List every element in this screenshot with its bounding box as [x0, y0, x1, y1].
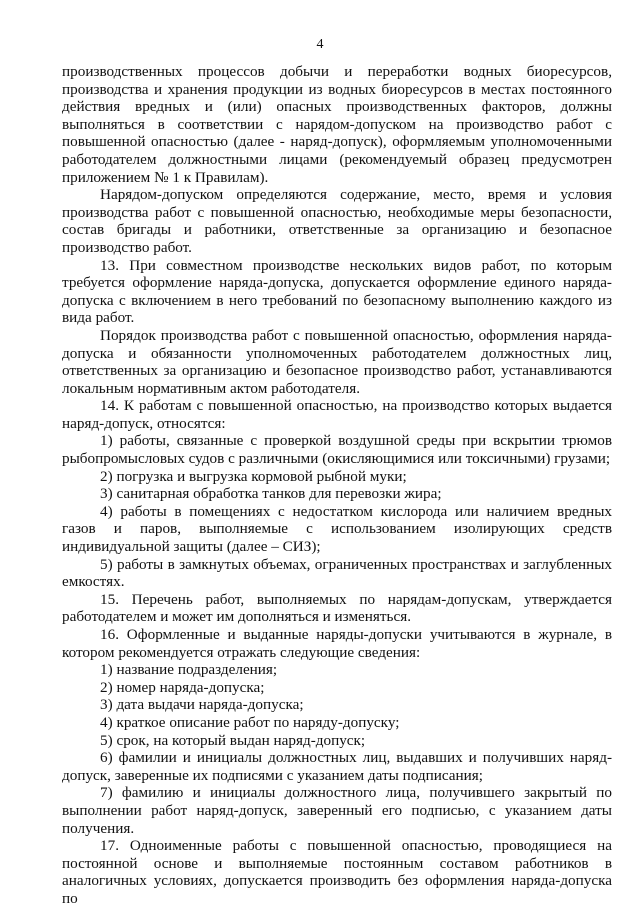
list-item-16-1: 1) название подразделения; [100, 661, 278, 679]
paragraph-item-13: 13. При совместном производстве нескольких видов работ, по которым требуется оформление наряда-допуска, допускается оформление единого наряда-допуска с включением в него требований по безопасному выполнению каждого из вида работ. [62, 256, 612, 327]
list-item-14-5: 5) работы в замкнутых объемах, ограниченных пространствах и заглубленных емкостях. [62, 555, 612, 591]
list-item-16-3: 3) дата выдачи наряда-допуска; [100, 696, 304, 714]
list-item-16-2: 2) номер наряда-допуска; [100, 678, 265, 696]
paragraph-work-order-procedure: Порядок производства работ с повышенной опасностью, оформления наряда-допуска и обязанности уполномоченных работодателем должностных лиц, ответственных за организацию и безопасное производство работ, устанавливаются локальным нормативным актом работодателя. [62, 326, 612, 397]
paragraph-continuation: производственных процессов добычи и переработки водных биоресурсов, производства и хранения продукции из водных биоресурсов в местах постоянного действия вредных и (или) опасных производственных факторов, должны выполняться в соответствии с нарядом-допуском на производство работ с повышенной опасностью (далее - наряд-допуск), оформляемым уполномоченными работодателем должностными лицами (рекомендуемый образец предусмотрен приложением № 1 к Правилам). [62, 63, 612, 186]
list-item-14-2: 2) погрузка и выгрузка кормовой рыбной муки; [100, 467, 407, 485]
paragraph-item-17: 17. Одноименные работы с повышенной опасностью, проводящиеся на постоянной основе и выполняемые постоянным составом работников в аналогичных условиях, допускается производить без оформления наряда-допуска по [62, 837, 612, 907]
list-item-14-1: 1) работы, связанные с проверкой воздушной среды при вскрытии трюмов рыбопромысловых судов с различными (окисляющимися или токсичными) грузами; [62, 432, 612, 468]
list-item-16-6: 6) фамилии и инициалы должностных лиц, выдавших и получивших наряд-допуск, заверенные их подписями с указанием даты подписания; [62, 749, 612, 784]
page-number: 4 [316, 37, 324, 52]
document-body [62, 63, 612, 908]
list-item-16-7: 7) фамилию и инициалы должностного лица, получившего закрытый по выполнении работ наряд-допуск, заверенный его подписью, с указанием даты получения. [62, 784, 612, 837]
list-item-14-3: 3) санитарная обработка танков для перевозки жира; [100, 485, 442, 503]
list-item-16-5: 5) срок, на который выдан наряд-допуск; [100, 731, 366, 749]
paragraph-item-15: 15. Перечень работ, выполняемых по нарядам-допускам, утверждается работодателем и может им дополняться и изменяться. [62, 590, 612, 626]
paragraph-item-14: 14. К работам с повышенной опасностью, на производство которых выдается наряд-допуск, относятся: [62, 397, 612, 432]
list-item-14-4: 4) работы в помещениях с недостатком кислорода или наличием вредных газов и паров, выполняемые с использованием изолирующих средств индивидуальной защиты (далее – СИЗ); [62, 502, 612, 556]
paragraph-item-16: 16. Оформленные и выданные наряды-допуски учитываются в журнале, в котором рекомендуется отражать следующие сведения: [62, 626, 612, 661]
list-item-16-4: 4) краткое описание работ по наряду-допуску; [100, 713, 400, 731]
paragraph-work-permit-definition: Нарядом-допуском определяются содержание, место, время и условия производства работ с повышенной опасностью, необходимые меры безопасности, состав бригады и работники, ответственные за организацию и безопасное производство работ. [62, 186, 612, 256]
